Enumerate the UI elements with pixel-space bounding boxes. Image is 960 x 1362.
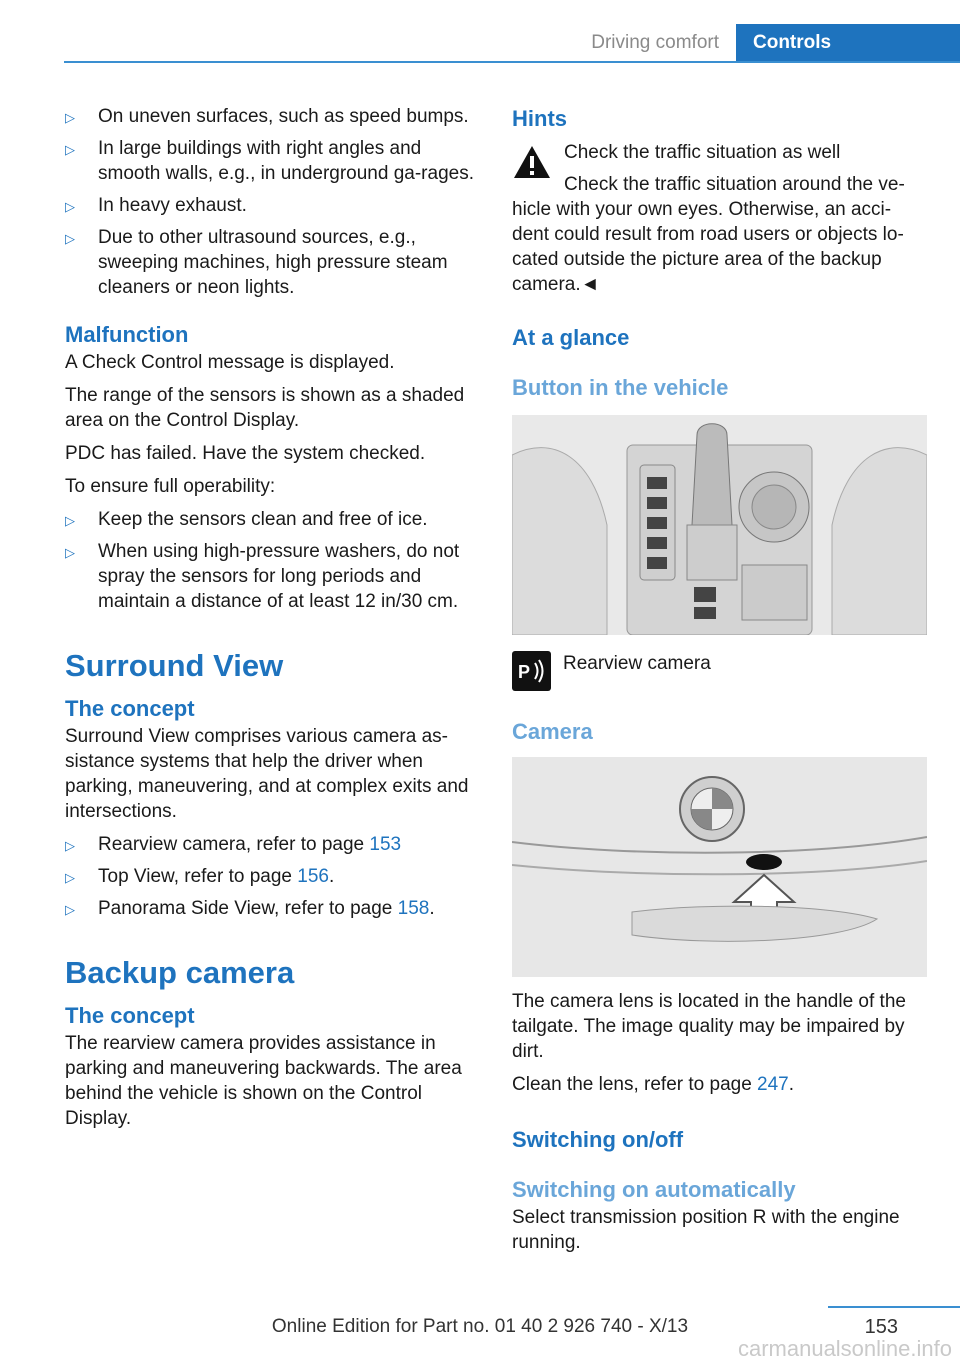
triangle-right-icon: ▷ [65, 838, 75, 853]
header-chapter-tab[interactable]: Controls [736, 24, 960, 61]
page-link[interactable]: 247 [757, 1074, 789, 1095]
list-item: ▷ Panorama Side View, refer to page 158. [65, 896, 479, 921]
rearview-camera-row [512, 651, 926, 697]
list-item: ▷ On uneven surfaces, such as speed bumps. [65, 104, 479, 129]
triangle-right-icon: ▷ [65, 231, 75, 246]
watermark: carmanualsonline.info [737, 1336, 952, 1361]
list-item: ▷ When using high-pressure washers, do not spray the sensors for long periods and maintain a distance of at least 12 in/30 cm. [65, 541, 460, 612]
at-a-glance-heading: At a glance [512, 325, 630, 350]
footer-rule [828, 1306, 960, 1308]
page-number: 153 [864, 1316, 898, 1338]
console-illustration [512, 415, 927, 635]
malfunction-paragraph: The range of the sensors is shown as a shaded area on the Control Display. [65, 385, 465, 431]
header-rule [64, 61, 960, 63]
concept-paragraph: Surround View comprises various camera as-sistance systems that help the driver when parking, maneuvering, and at complex exits and intersections. [65, 726, 469, 822]
camera-paragraph: The camera lens is located in the handle of the tailgate. The image quality may be impaired by dirt. [512, 991, 906, 1062]
triangle-right-icon: ▷ [65, 870, 75, 885]
right-column [512, 104, 926, 1255]
hints-heading: Hints [512, 106, 567, 131]
edition-note: Online Edition for Part no. 01 40 2 926 740 - X/13 [271, 1316, 689, 1337]
list-item: ▷ In heavy exhaust. [65, 193, 479, 218]
left-column [65, 104, 479, 1131]
camera-paragraph: Clean the lens, refer to page 247. [512, 1074, 795, 1095]
malfunction-heading: Malfunction [65, 322, 189, 347]
concept-paragraph: The rearview camera provides assistance in parking and maneuvering backwards. The area behind the vehicle is shown on the Control Display. [65, 1033, 462, 1129]
triangle-right-icon: ▷ [65, 142, 75, 157]
switching-heading: Switching on/off [512, 1127, 684, 1152]
malfunction-paragraph: A Check Control message is displayed. [65, 352, 395, 373]
triangle-right-icon: ▷ [65, 513, 75, 528]
rearview-camera-button-icon[interactable] [512, 651, 551, 691]
tailgate-camera-image [512, 757, 927, 977]
list-item: ▷ Keep the sensors clean and free of ice. [65, 507, 479, 532]
page-link[interactable]: 156 [297, 866, 329, 887]
warning-triangle-icon [512, 144, 552, 180]
malfunction-paragraph: PDC has failed. Have the system checked. [65, 443, 426, 464]
list-item: ▷ Top View, refer to page 156. [65, 864, 479, 889]
triangle-right-icon: ▷ [65, 545, 75, 560]
center-console-image [512, 415, 927, 635]
operability-list [65, 507, 479, 614]
surround-view-list [65, 832, 479, 921]
header-section: Driving comfort [591, 32, 719, 53]
page-link[interactable]: 153 [369, 834, 402, 855]
malfunction-paragraph: To ensure full operability: [65, 476, 276, 497]
warning-title: Check the traffic situation as well [564, 142, 841, 163]
concept-heading: The concept [65, 696, 195, 721]
backup-camera-heading: Backup camera [65, 955, 295, 990]
surround-view-heading: Surround View [65, 648, 284, 683]
triangle-right-icon: ▷ [65, 110, 75, 125]
triangle-right-icon: ▷ [65, 199, 75, 214]
list-item: ▷ Due to other ultrasound sources, e.g., sweeping machines, high pressure steam cleaners or neon lights. [65, 227, 448, 298]
list-item: ▷ In large buildings with right angles and smooth walls, e.g., in underground ga-rages. [65, 138, 474, 184]
page-link[interactable]: 158 [397, 898, 430, 919]
svg-text:P: P [518, 662, 531, 682]
concept-heading: The concept [65, 1003, 195, 1028]
triangle-right-icon: ▷ [65, 902, 75, 917]
warning-text: Check the traffic situation around the ve-hicle with your own eyes. Otherwise, an acci-dent could result from road users or objects lo-cated outside the picture area of the backup camera.◄ [512, 174, 905, 295]
switching-auto-paragraph: Select transmission position R with the engine running. [512, 1207, 900, 1253]
camera-heading: Camera [512, 719, 593, 744]
limits-list [65, 104, 479, 300]
list-item: ▷ Rearview camera, refer to page 153 [65, 832, 479, 857]
switching-auto-heading: Switching on automatically [512, 1177, 796, 1202]
button-heading: Button in the vehicle [512, 375, 729, 400]
tailgate-illustration [512, 757, 927, 977]
warning-box [512, 140, 926, 165]
rearview-camera-label: Rearview camera [563, 653, 711, 674]
